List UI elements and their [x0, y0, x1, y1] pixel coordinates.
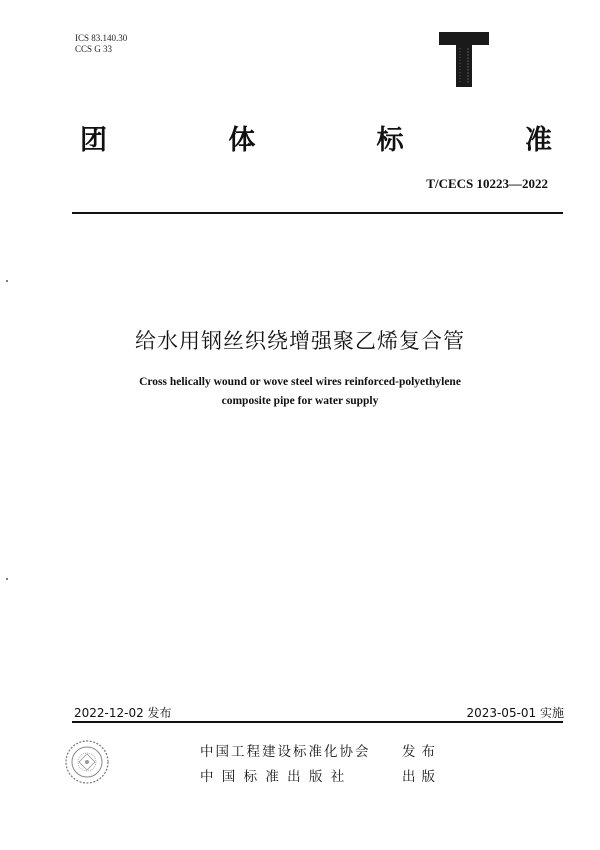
heading-char: 团 — [80, 125, 107, 156]
publisher-role: 出版 — [402, 769, 441, 785]
publisher-name: 中 国 标 准 出 版 社 — [200, 769, 347, 785]
issue-date: 2022-12-02 发布 — [74, 706, 172, 720]
title-chinese: 给水用钢丝织绕增强聚乙烯复合管 — [135, 329, 465, 353]
standard-number: T/CECS 10223—2022 — [426, 176, 548, 191]
bottom-divider — [72, 721, 563, 723]
top-divider — [72, 212, 563, 214]
scan-speck — [6, 280, 8, 282]
publisher-name: 中国工程建设标准化协会 — [200, 744, 371, 760]
heading-char: 准 — [524, 125, 552, 156]
heading-char: 体 — [228, 125, 256, 156]
classification-codes — [75, 33, 127, 55]
standard-type-heading — [80, 118, 552, 157]
implementation-date: 2023-05-01 实施 — [466, 706, 564, 720]
title-english-line-1: Cross helically wound or wove steel wires reinforced-polyethylene — [139, 376, 461, 388]
ccs-code: CCS G 33 — [75, 44, 113, 54]
title-english-line-2: composite pipe for water supply — [221, 395, 379, 407]
publisher-seal-icon — [62, 737, 112, 787]
scan-speck — [6, 578, 8, 580]
heading-char: 标 — [376, 125, 404, 156]
ics-code: ICS 83.140.30 — [75, 33, 128, 43]
publisher-role: 发布 — [402, 744, 441, 760]
standard-logo-t — [438, 30, 490, 88]
